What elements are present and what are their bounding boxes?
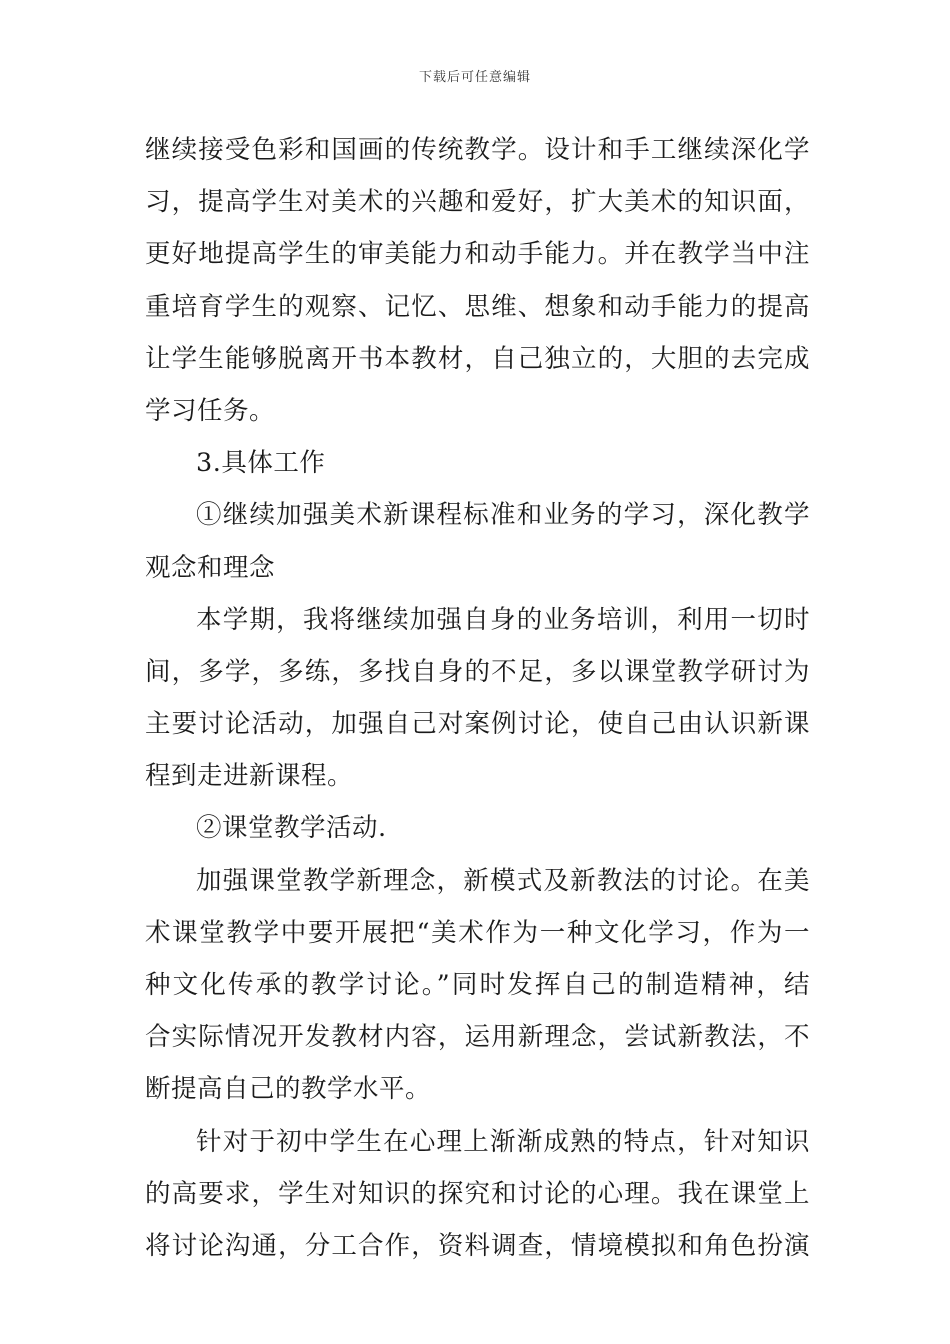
text-line: 针对于初中学生在心理上渐渐成熟的特点，针对知识 [196,1126,810,1157]
document-body [145,124,810,1272]
text-line: 习，提高学生对美术的兴趣和爱好，扩大美术的知识面， [145,187,810,218]
text-line: 继续接受色彩和国画的传统教学。设计和手工继续深化学 [145,135,810,165]
text-line: 加强课堂教学新理念，新模式及新教法的讨论。在美 [196,865,810,896]
text-line: 将讨论沟通，分工合作，资料调查，情境模拟和角色扮演 [145,1230,810,1261]
text-line: 主要讨论活动，加强自己对案例讨论，使自己由认识新课 [145,709,810,740]
subsection-heading: ②课堂教学活动. [196,813,387,844]
text-line: 更好地提高学生的审美能力和动手能力。并在教学当中注 [145,239,810,270]
text-line: 程到走进新课程。 [145,761,354,792]
text-line: 观念和理念 [145,552,276,583]
text-line: 重培育学生的观察、记忆、思维、想象和动手能力的提高 [145,291,810,322]
text-line: 术课堂教学中要开展把“美术作为一种文化学习，作为一 [145,917,810,948]
text-line: 种文化传承的教学讨论。”同时发挥自己的制造精神，结 [145,970,810,1000]
text-line: 断提高自己的教学水平。 [145,1074,432,1105]
text-line: 合实际情况开发教材内容，运用新理念，尝试新教法，不 [145,1022,810,1053]
subsection-heading: ①继续加强美术新课程标准和业务的学习，深化教学 [196,500,810,531]
text-line: 让学生能够脱离开书本教材，自己独立的，大胆的去完成 [145,343,810,374]
text-line: 的高要求，学生对知识的探究和讨论的心理。我在课堂上 [145,1178,810,1209]
text-line: 学习任务。 [145,395,276,426]
page-header: 下载后可任意编辑 [418,70,531,85]
text-line: 间，多学，多练，多找自身的不足，多以课堂教学研讨为 [145,656,810,687]
section-heading: 3.具体工作 [196,448,326,479]
text-line: 本学期，我将继续加强自身的业务培训，利用一切时 [196,604,810,635]
